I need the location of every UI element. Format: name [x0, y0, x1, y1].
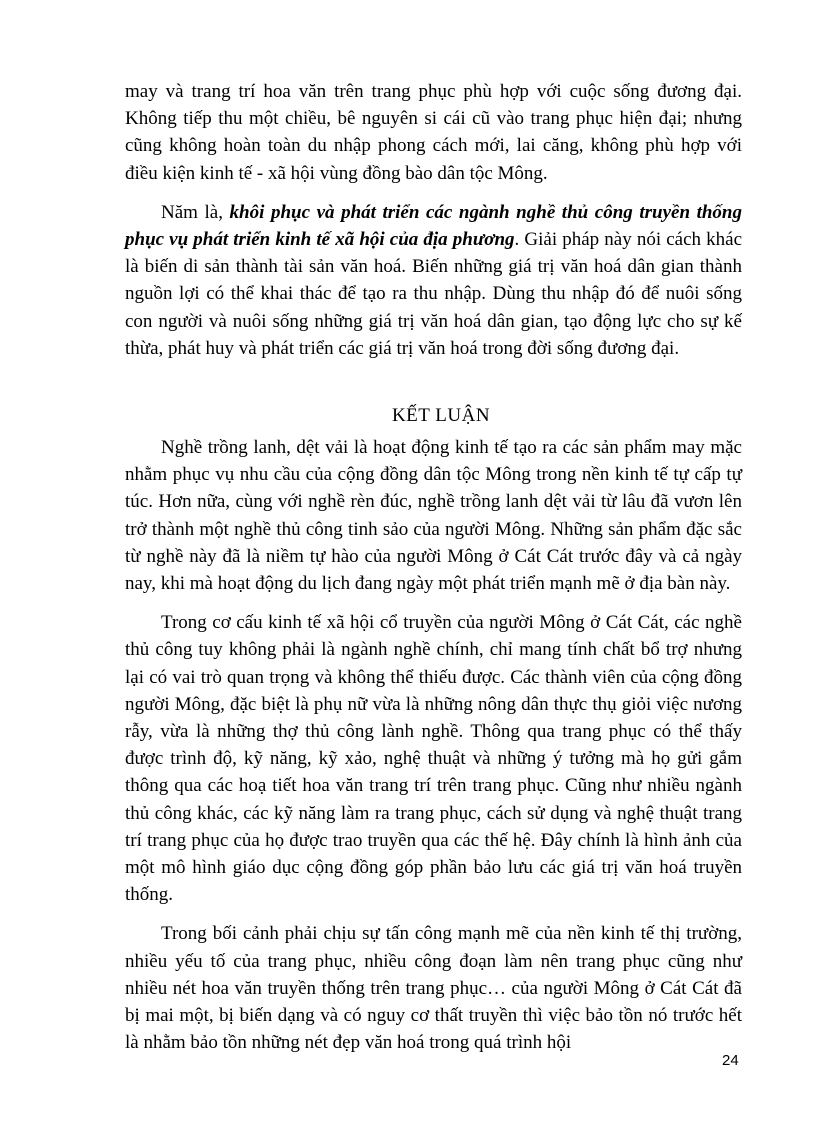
paragraph-solution-five	[125, 199, 742, 362]
section-heading-conclusion: KẾT LUẬN	[391, 405, 491, 427]
document-body	[125, 78, 742, 1057]
paragraph-conclusion-2: Trong cơ cấu kinh tế xã hội cổ truyền của người Mông ở Cát Cát, các nghề thủ công tuy không phải là ngành nghề chính, chỉ mang tính chất bổ trợ nhưng lại có vai trò quan trọng và không thể thiếu được. Các thành viên của cộng đồng người Mông, đặc biệt là phụ nữ vừa là những nông dân thực thụ giỏi việc nương rẫy, vừa là những thợ thủ công lành nghề. Thông qua trang phục có thể thấy được trình độ, kỹ năng, kỹ xảo, nghệ thuật và những ý tưởng mà họ gửi gắm thông qua các hoạ tiết hoa văn trang trí trên trang phục. Cũng như nhiều ngành thủ công khác, các kỹ năng làm ra trang phục, cách sử dụng và nghệ thuật trang trí trang phục của họ được trao truyền qua các thế hệ. Đây chính là hình ảnh của một mô hình giáo dục cộng đồng góp phần bảo lưu các giá trị văn hoá truyền thống.	[125, 612, 742, 906]
paragraph-rest: . Giải pháp này nói cách khác là biến di sản thành tài sản văn hoá. Biến những giá trị văn hoá dân gian thành nguồn lợi có thể khai thác để tạo ra thu nhập. Dùng thu nhập đó để nuôi sống con người và nuôi sống những giá trị văn hoá dân gian, tạo động lực cho sự kế thừa, phát huy và phát triển các giá trị văn hoá trong đời sống đương đại.	[125, 229, 742, 359]
paragraph-lead: Năm là,	[161, 201, 230, 223]
paragraph-emphasis: khôi phục và phát triển các ngành nghề thủ công truyền thống phục vụ phát triển kinh tế xã hội của địa phương	[125, 201, 742, 251]
paragraph-conclusion-1: Nghề trồng lanh, dệt vải là hoạt động kinh tế tạo ra các sản phẩm may mặc nhằm phục vụ nhu cầu của cộng đồng dân tộc Mông trong nền kinh tế tự cấp tự túc. Hơn nữa, cùng với nghề rèn đúc, nghề trồng lanh dệt vải từ lâu đã vươn lên trở thành một nghề thủ công tinh sảo của người Mông. Những sản phẩm đặc sắc từ nghề này đã là niềm tự hào của người Mông ở Cát Cát trước đây và cả ngày nay, khi mà hoạt động du lịch đang ngày một phát triển mạnh mẽ ở địa bàn này.	[125, 437, 742, 595]
page-number: 24	[722, 1052, 739, 1069]
paragraph-continued: may và trang trí hoa văn trên trang phục phù hợp với cuộc sống đương đại. Không tiếp thu một chiều, bê nguyên si cái cũ vào trang phục hiện đại; nhưng cũng không hoàn toàn du nhập phong cách mới, lai căng, không phù hợp với điều kiện kinh tế - xã hội vùng đồng bào dân tộc Mông.	[125, 81, 742, 184]
paragraph-conclusion-3: Trong bối cảnh phải chịu sự tấn công mạnh mẽ của nền kinh tế thị trường, nhiều yếu tố của trang phục, nhiều công đoạn làm nên trang phục cũng như nhiều nét hoa văn truyền thống trên trang phục… của người Mông ở Cát Cát đã bị mai một, bị biến dạng và có nguy cơ thất truyền thì việc bảo tồn nó trước hết là nhằm bảo tồn những nét đẹp văn hoá trong quá trình hội	[125, 923, 742, 1054]
